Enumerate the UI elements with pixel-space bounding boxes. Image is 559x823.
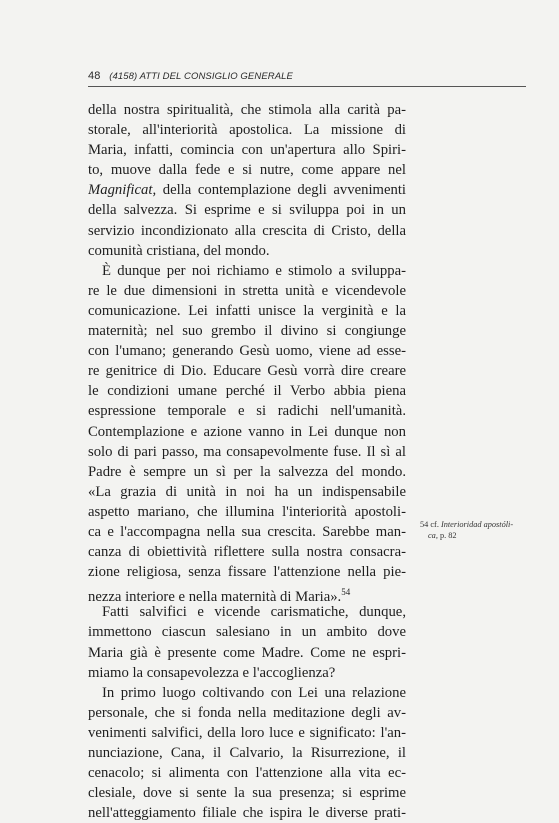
footnote-line <box>420 530 530 541</box>
text-line: re le due dimensioni in stretta unità e vicendevole <box>88 282 406 299</box>
text-line: zione religiosa, senza fissare l'attenzione nella pie- <box>88 564 406 581</box>
text-line: È dunque per noi richiamo e stimolo a sviluppa- <box>102 262 406 279</box>
text-line: comunicazione. Lei infatti unisce la verginità e la <box>88 302 406 319</box>
text-fragment: della contemplazione degli avvenimenti <box>156 182 406 199</box>
text-line: aspetto mariano, che illumina l'interiorità apostoli- <box>88 503 406 520</box>
text-line: storale, all'interiorità apostolica. La missione di <box>88 122 406 139</box>
text-line: miamo la consapevolezza e l'accoglienza? <box>88 664 336 681</box>
page-number: 48 <box>88 70 101 82</box>
main-text <box>88 100 406 823</box>
text-line: nunciazione, Cana, il Calvario, la Risurrezione, il <box>88 745 406 761</box>
text-line: re genitrice di Dio. Educare Gesù vorrà dire creare <box>88 363 406 380</box>
text-line: comunità cristiana, del mondo. <box>88 242 270 259</box>
footnote-page: p. 82 <box>437 531 457 540</box>
text-line: immettono ciascun salesiano in un ambito dove <box>88 624 406 641</box>
text-line: espressione temporale e si radichi nell'umanità. <box>88 403 406 420</box>
text-line: canza di obiettività riflettere sulla nostra consacra- <box>88 544 406 561</box>
text-line: personale, che si fonda nella meditazione degli av- <box>88 704 406 721</box>
footnote-title: Interioridad apostóli- <box>440 520 514 529</box>
text-line: «La grazia di unità in noi ha un indispensabile <box>88 483 406 500</box>
running-header <box>88 70 426 82</box>
text-fragment: nezza interiore e nella maternità di Maria». <box>88 589 342 603</box>
margin-footnote <box>420 519 530 541</box>
text-line: maternità; nel suo grembo il divino si congiunge <box>88 323 406 340</box>
text-line: con l'umano; generando Gesù uomo, viene ad esse- <box>88 343 406 360</box>
footnote-ref: 54 <box>341 587 351 598</box>
footnote-line <box>420 519 530 530</box>
text-line: clesiale, dove si sente la sua presenza; si esprime <box>88 785 406 802</box>
running-head-title: (4158) ATTI DEL CONSIGLIO GENERALE <box>109 71 293 82</box>
text-line: Maria, infatti, comincia con un'apertura allo Spiri- <box>88 142 406 159</box>
text-line: cenacolo; si alimenta con l'attenzione alla vita ec- <box>88 765 406 782</box>
text-line: nell'atteggiamento filiale che ispira le diverse prati- <box>88 805 406 822</box>
text-line: della nostra spiritualità, che stimola alla carità pa- <box>88 102 406 118</box>
text-line: servizio incondizionato alla crescita di Cristo, della <box>88 222 406 239</box>
text-line: Fatti salvifici e vicende carismatiche, dunque, <box>102 604 406 621</box>
text-line: In primo luogo coltivando con Lei una relazione <box>102 684 406 701</box>
footnote-number: 54 <box>420 520 429 529</box>
footnote-title-end: ca, <box>428 531 438 540</box>
footnote-prefix: cf. <box>428 520 441 529</box>
text-line: solo di pari passo, ma consapevolmente fuse. Il sì al <box>88 443 406 460</box>
text-line: ca e l'accompagna nella sua crescita. Sarebbe man- <box>88 523 406 540</box>
text-line: le condizioni umane perché il Verbo abbia piena <box>88 383 406 400</box>
text-line: to, muove dalla fede e si nutre, come appare nel <box>88 162 406 179</box>
text-line: della salvezza. Si esprime e si sviluppa poi in un <box>88 202 406 219</box>
text-line <box>88 180 406 200</box>
italic-title: Magnificat, <box>88 182 157 199</box>
text-line <box>88 582 406 602</box>
header-rule <box>88 86 526 87</box>
text-line: Contemplazione e azione vanno in Lei dunque non <box>88 423 406 440</box>
text-line: venimenti salvifici, della loro luce e significato: l'an- <box>88 724 406 741</box>
text-line: Maria già è presente come Madre. Come ne espri- <box>88 644 406 661</box>
text-line: Padre è sempre un sì per la salvezza del mondo. <box>88 463 406 480</box>
